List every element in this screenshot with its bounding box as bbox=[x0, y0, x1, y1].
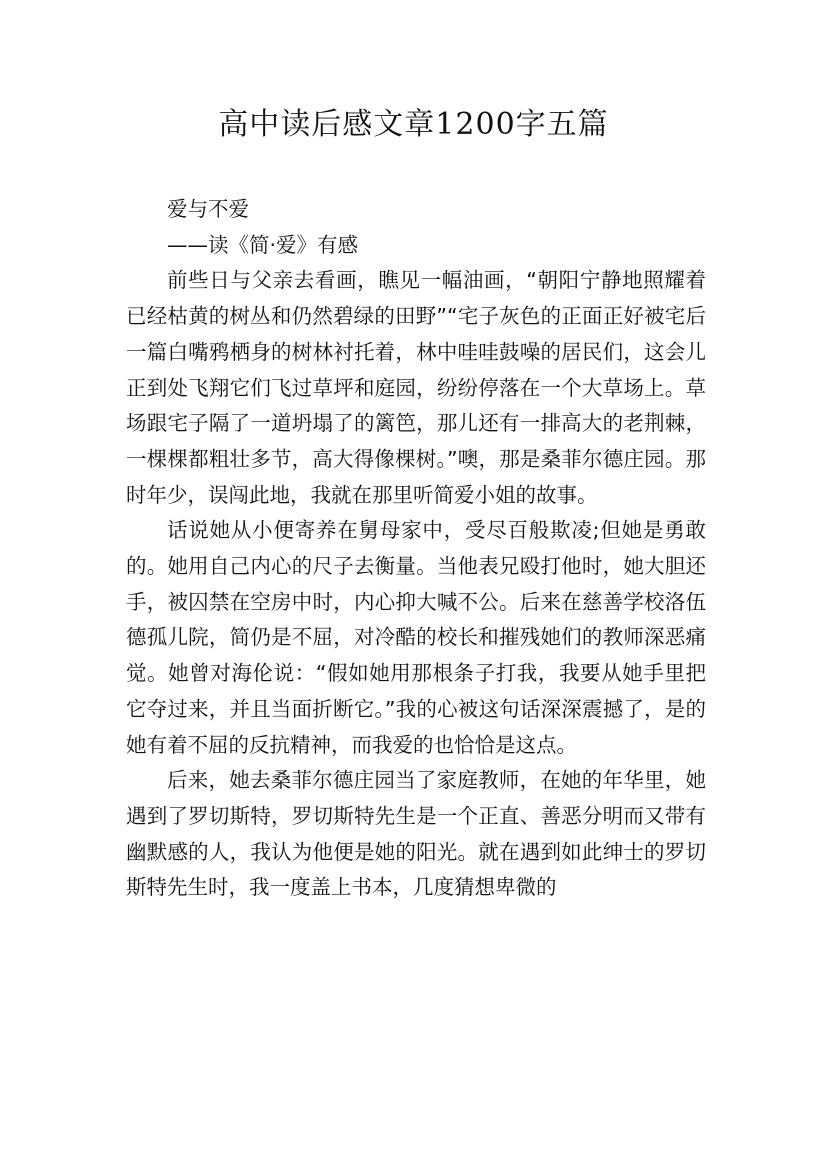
paragraph-1: 前些日与父亲去看画，瞧见一幅油画，“朝阳宁静地照耀着已经枯黄的树丛和仍然碧绿的田野”“宅子灰色的正面正好被宅后一篇白嘴鸦栖身的树林衬托着，林中哇哇鼓噪的居民们，这会儿正到处飞翔它们飞过草坪和庭园，纷纷停落在一个大草场上。草场跟宅子隔了一道坍塌了的篱笆，那儿还有一排高大的老荆棘，一棵棵都粗壮多节，高大得像棵树。”噢，那是桑菲尔德庄园。那时年少，误闯此地，我就在那里听简爱小姐的故事。 bbox=[126, 268, 706, 507]
section-heading: 爱与不爱 bbox=[167, 197, 249, 221]
paragraph-2: 话说她从小便寄养在舅母家中，受尽百般欺凌;但她是勇敢的。她用自己内心的尺子去衡量。当他表兄殴打他时，她大胆还手，被囚禁在空房中时，内心抑大喊不公。后来在慈善学校洛伍德孤儿院，简仍是不屈，对冷酷的校长和摧残她们的教师深恶痛觉。她曾对海伦说：“假如她用那根条子打我，我要从她手里把它夺过来，并且当面折断它。”我的心被这句话深深震撼了，是的她有着不屈的反抗精神，而我爱的也恰恰是这点。 bbox=[126, 518, 706, 757]
document-body bbox=[126, 192, 706, 906]
subheading: ——读《简·爱》有感 bbox=[167, 232, 359, 257]
document-title: 高中读后感文章1200字五篇 bbox=[218, 107, 609, 142]
paragraph-3: 后来，她去桑菲尔德庄园当了家庭教师，在她的年华里，她遇到了罗切斯特，罗切斯特先生是一个正直、善恶分明而又带有幽默感的人，我认为他便是她的阳光。就在遇到如此绅士的罗切斯特先生时，我一度盖上书本，几度猜想卑微的 bbox=[126, 768, 706, 900]
